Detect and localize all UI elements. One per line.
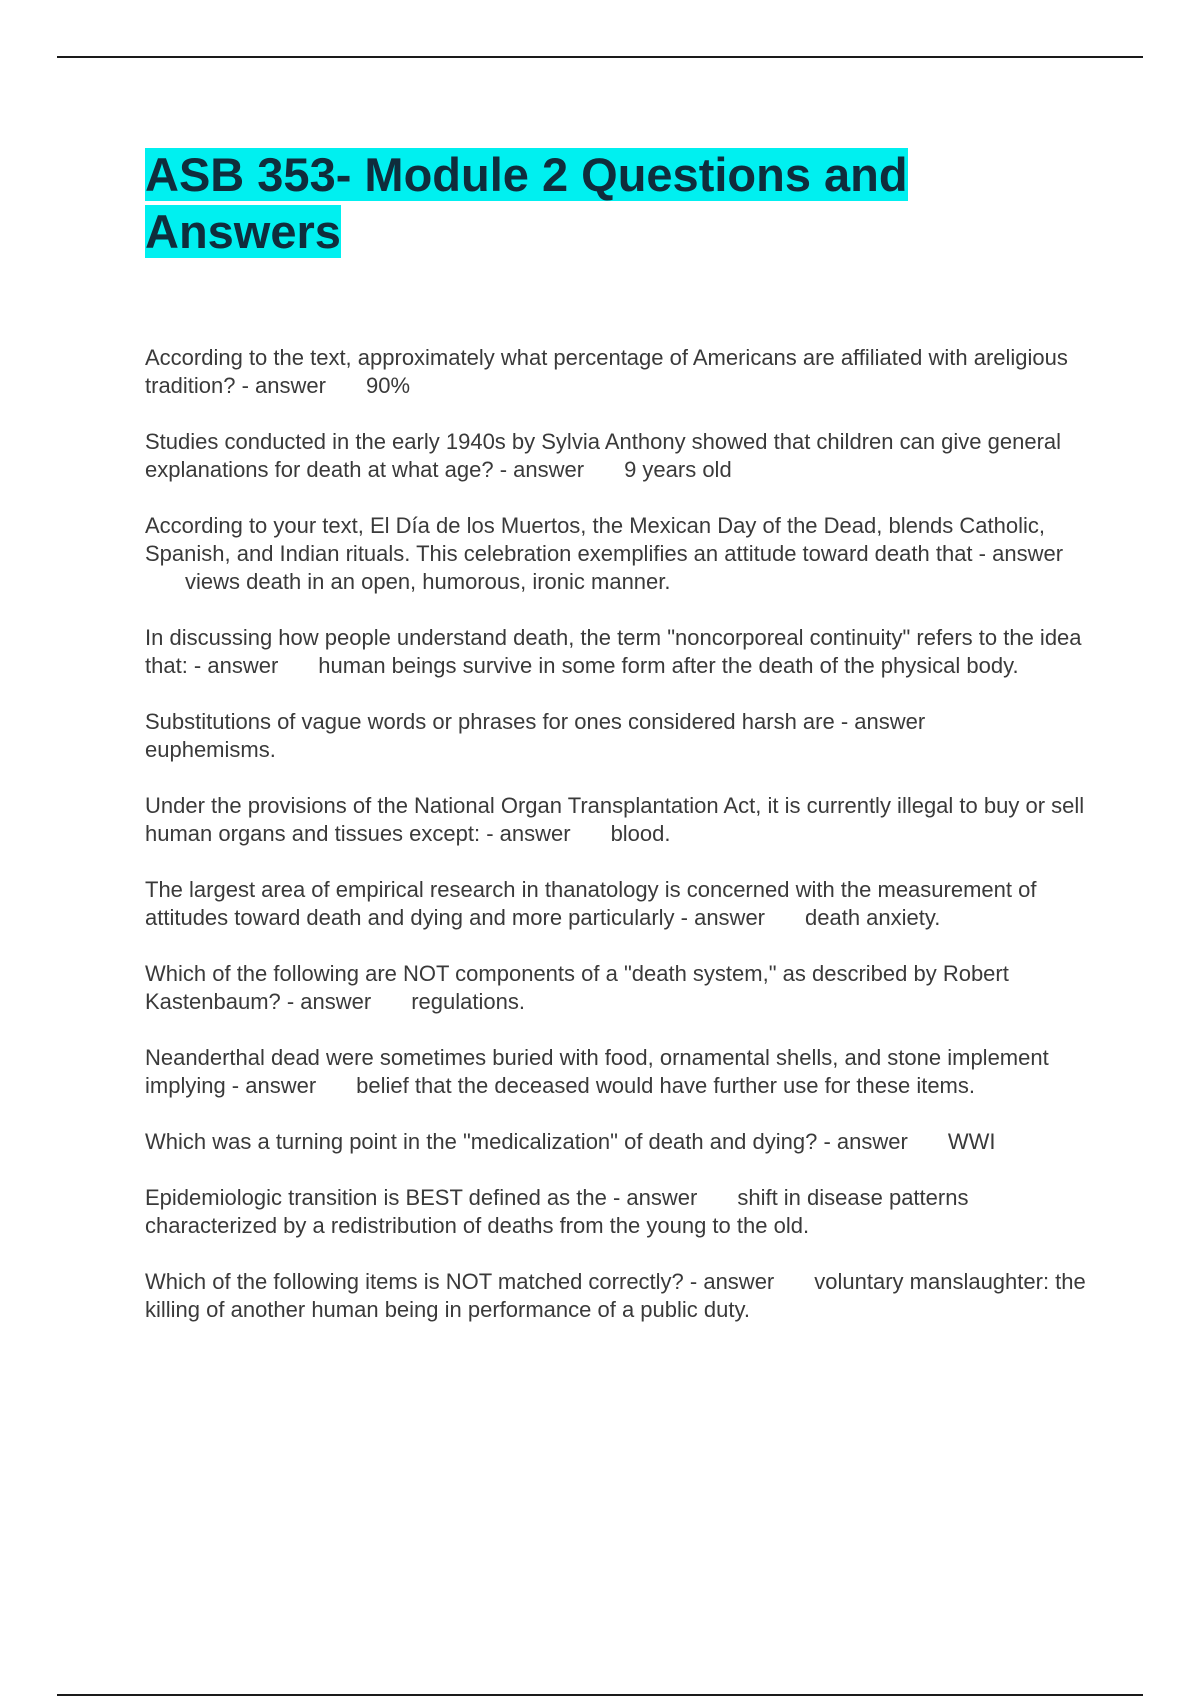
- qa-list: [145, 344, 1090, 1324]
- answer-text: WWI: [947, 1129, 996, 1154]
- document-title: [145, 146, 1090, 260]
- qa-item: [145, 344, 1090, 400]
- bottom-rule: [57, 1694, 1143, 1696]
- question-text: According to your text, El Día de los Muertos, the Mexican Day of the Dead, blends Catholic, Spanish, and Indian rituals. This celebration exemplifies an attitude toward death that - answer: [145, 513, 1064, 566]
- qa-item: [145, 792, 1090, 848]
- question-text: In discussing how people understand death, the term "noncorporeal continuity" refers to the idea that: - answer: [145, 625, 1082, 678]
- answer-text: shift in disease patterns characterized by a redistribution of deaths from the young to the old.: [145, 1185, 969, 1238]
- qa-item: [145, 1184, 1090, 1240]
- qa-item: [145, 1044, 1090, 1100]
- qa-item: [145, 512, 1090, 596]
- qa-item: [145, 624, 1090, 680]
- question-text: The largest area of empirical research in thanatology is concerned with the measurement of attitudes toward death and dying and more particularly - answer: [145, 877, 1037, 930]
- qa-item: [145, 428, 1090, 484]
- question-text: Which of the following items is NOT matched correctly? - answer: [145, 1269, 775, 1294]
- question-text: Neanderthal dead were sometimes buried with food, ornamental shells, and stone implement implying - answer: [145, 1045, 1049, 1098]
- answer-text: belief that the deceased would have further use for these items.: [356, 1073, 975, 1098]
- question-text: According to the text, approximately what percentage of Americans are affiliated with areligious tradition? - answer: [145, 345, 1068, 398]
- document-body: [145, 146, 1090, 1352]
- question-text: Studies conducted in the early 1940s by Sylvia Anthony showed that children can give general explanations for death at what age? - answer: [145, 429, 1062, 482]
- answer-text: regulations.: [411, 989, 525, 1014]
- qa-item: [145, 1128, 1090, 1156]
- question-text: Under the provisions of the National Organ Transplantation Act, it is currently illegal to buy or sell human organs and tissues except: - answer: [145, 793, 1085, 846]
- answer-text: views death in an open, humorous, ironic manner.: [185, 569, 671, 594]
- answer-text: death anxiety.: [805, 905, 941, 930]
- qa-item: [145, 876, 1090, 932]
- answer-text: voluntary manslaughter: the killing of another human being in performance of a public duty.: [145, 1269, 1086, 1322]
- question-text: Substitutions of vague words or phrases for ones considered harsh are - answer: [145, 709, 926, 734]
- qa-item: [145, 708, 1090, 764]
- title-highlight: ASB 353- Module 2 Questions and Answers: [145, 148, 908, 258]
- qa-item: [145, 1268, 1090, 1324]
- answer-text: blood.: [610, 821, 671, 846]
- qa-item: [145, 960, 1090, 1016]
- answer-text: euphemisms.: [145, 737, 276, 762]
- answer-text: 90%: [365, 373, 411, 398]
- question-text: Which of the following are NOT components of a "death system," as described by Robert Kastenbaum? - answer: [145, 961, 1009, 1014]
- answer-text: human beings survive in some form after the death of the physical body.: [318, 653, 1019, 678]
- question-text: Epidemiologic transition is BEST defined as the - answer: [145, 1185, 698, 1210]
- top-rule: [57, 56, 1143, 58]
- question-text: Which was a turning point in the "medicalization" of death and dying? - answer: [145, 1129, 908, 1154]
- answer-text: 9 years old: [624, 457, 732, 482]
